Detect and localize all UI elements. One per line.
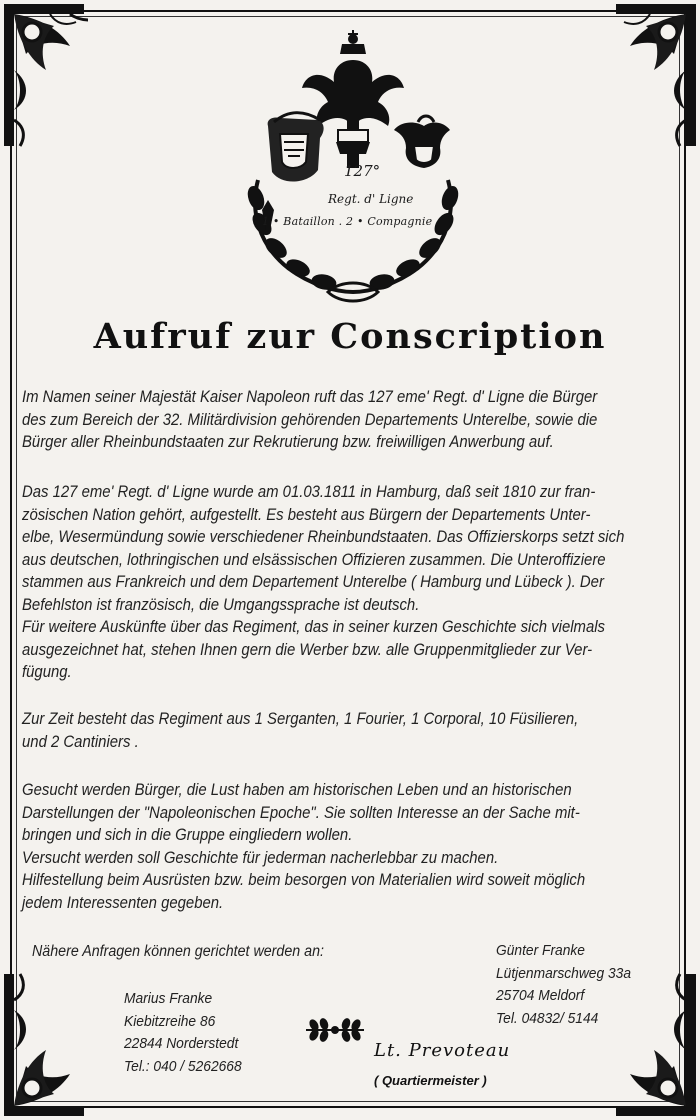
address-guenter-franke (496, 940, 631, 1030)
signature-name: Lt. Prevoteau (374, 1040, 511, 1061)
paragraph-recruitment (22, 779, 629, 914)
address-marius-franke (124, 988, 242, 1078)
text-line: Befehlston ist französisch, die Umgangssprache ist deutsch. (22, 595, 420, 614)
signature-role: ( Quartiermeister ) (374, 1073, 487, 1088)
address-line: Lütjenmarschweg 33a (496, 964, 632, 982)
text-line: Das 127 eme' Regt. d' Ligne wurde am 01.03.1811 in Hamburg, daß seit 1810 zur fran- (22, 483, 596, 501)
text-line: zösischen Nation gehört, aufgestellt. Es besteht aus Bürgern der Departements Unter- (22, 505, 591, 524)
regiment-name: Regt. d' Ligne (328, 192, 414, 206)
address-line: Tel. 04832/ 5144 (496, 1009, 599, 1027)
text-line: bringen und sich in die Gruppe eingliedern wollen. (22, 826, 353, 844)
text-line: ausgezeichnet hat, stehen Ihnen gern die Werber bzw. alle Gruppenmitglieder zur Ver- (22, 640, 593, 659)
corner-ornament-bottom-left (0, 970, 88, 1120)
address-line: 25704 Meldorf (496, 987, 585, 1004)
text-line: fügung. (22, 663, 72, 681)
laurel-sprig-icon (302, 1016, 368, 1042)
text-line: Für weitere Auskünfte über das Regiment, das in seiner kurzen Geschichte sich vielmals (22, 618, 606, 636)
text-line: stammen aus Frankreich und dem Departement Unterelbe ( Hamburg und Lübeck ). Der (22, 573, 604, 591)
contact-intro: Nähere Anfragen können gerichtet werden an: (32, 943, 324, 960)
text-line: und 2 Cantiniers . (22, 732, 139, 751)
text-line: Gesucht werden Bürger, die Lust haben am historischen Leben und an historischen (22, 781, 572, 799)
page-title: Aufruf zur Conscription (93, 316, 607, 357)
regiment-number: 127° (344, 162, 381, 180)
text-line: Im Namen seiner Majestät Kaiser Napoleon ruft das 127 eme' Regt. d' Ligne die Bürger (22, 388, 598, 406)
address-line: 22844 Norderstedt (124, 1035, 239, 1052)
right-eagle-crest-icon (394, 116, 450, 168)
text-line: Hilfestellung beim Ausrüsten bzw. beim besorgen von Materialien wird soweit möglich (22, 871, 586, 889)
address-line: Günter Franke (496, 942, 585, 959)
corner-ornament-top-right (612, 0, 700, 150)
corner-ornament-top-left (0, 0, 88, 150)
text-line: jedem Interessenten gegeben. (22, 893, 224, 912)
text-line: Darstellungen der "Napoleonischen Epoche". Sie sollten Interesse an der Sache mit- (22, 803, 580, 822)
text-line: aus deutschen, lothringischen und elsässischen Offizieren zusammen. Die Unteroffiziere (22, 550, 606, 569)
text-line: Bürger aller Rheinbundstaaten zur Rekrutierung bzw. freiwilligen Anwerbung auf. (22, 433, 554, 451)
regiment-units: 1 • Bataillon . 2 • Compagnie (262, 215, 433, 228)
text-line: Zur Zeit besteht das Regiment aus 1 Serganten, 1 Fourier, 1 Corporal, 10 Füsilieren, (22, 710, 579, 728)
paragraph-composition (22, 708, 629, 753)
paragraph-history (22, 481, 629, 684)
text-line: Versucht werden soll Geschichte für jederman nacherlebbar zu machen. (22, 848, 499, 867)
crown-icon (340, 30, 366, 54)
address-line: Tel.: 040 / 5262668 (124, 1057, 242, 1075)
address-line: Kiebitzreihe 86 (124, 1012, 216, 1030)
paragraph-call (22, 386, 629, 454)
text-line: elbe, Wesermündung sowie verschiedener Rheinbundstaaten. Das Offizierskorps setzt sich (22, 528, 625, 546)
left-coat-of-arms-icon (268, 113, 324, 182)
address-line: Marius Franke (124, 990, 213, 1007)
text-line: des zum Bereich der 32. Militärdivision gehörenden Departements Unterelbe, sowie die (22, 410, 598, 429)
